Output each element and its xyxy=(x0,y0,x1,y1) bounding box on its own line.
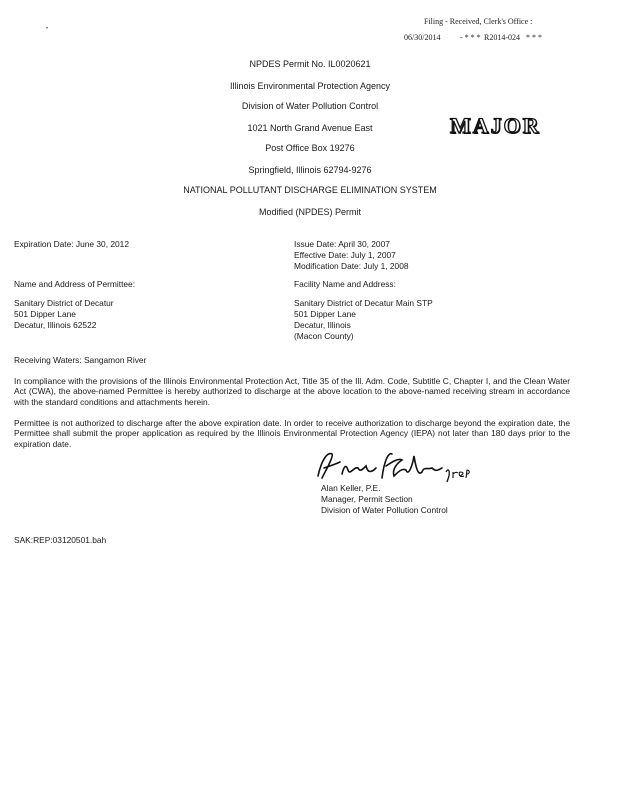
facility-city: Decatur, Illinois xyxy=(294,320,351,330)
facility-street: 501 Dipper Lane xyxy=(294,309,356,319)
receiving-waters: Receiving Waters: Sangamon River xyxy=(14,355,147,365)
permittee-heading: Name and Address of Permittee: xyxy=(14,279,136,289)
filing-stamp-line: Filing - Received, Clerk's Office : xyxy=(424,17,533,26)
street-address: 1021 North Grand Avenue East xyxy=(247,123,373,133)
division-name: Division of Water Pollution Control xyxy=(241,101,379,111)
reference-code: SAK:REP:03120501.bah xyxy=(14,535,107,545)
agency-name: Illinois Environmental Protection Agency xyxy=(229,81,391,91)
city-state-zip: Springfield, Illinois 62794-9276 xyxy=(248,165,372,175)
po-box: Post Office Box 19276 xyxy=(265,143,355,153)
facility-name: Sanitary District of Decatur Main STP xyxy=(294,298,433,308)
expiration-paragraph: Permittee is not authorized to discharge after the above expiration date. In order to receive authorization to discharge beyond the expiration date, the Permittee shall submit the proper application as required by the Illinois Environmental Protection Agency (IEPA) not later than 180 days prior to the expiration date. xyxy=(14,418,570,449)
expiration-date: Expiration Date: June 30, 2012 xyxy=(14,239,130,249)
docket-number: R2014-024 xyxy=(484,33,520,42)
signer-name: Alan Keller, P.E. xyxy=(321,483,381,493)
major-stamp: MAJOR xyxy=(450,113,541,138)
filing-marks: - * * * xyxy=(460,33,481,42)
signer-title: Manager, Permit Section xyxy=(321,494,413,504)
signer-division: Division of Water Pollution Control xyxy=(321,505,448,515)
system-title: NATIONAL POLLUTANT DISCHARGE ELIMINATION SYSTEM xyxy=(183,185,437,195)
permittee-name: Sanitary District of Decatur xyxy=(14,298,114,308)
permittee-city: Decatur, Illinois 62522 xyxy=(14,320,97,330)
permit-type: Modified (NPDES) Permit xyxy=(258,207,362,217)
signature-image xyxy=(312,448,472,484)
issue-date: Issue Date: April 30, 2007 xyxy=(294,239,390,249)
modification-date: Modification Date: July 1, 2008 xyxy=(294,261,409,271)
filing-stars: * * * xyxy=(526,33,542,42)
filing-date: 06/30/2014 xyxy=(404,33,441,42)
permit-number: NPDES Permit No. IL0020621 xyxy=(249,59,371,69)
effective-date: Effective Date: July 1, 2007 xyxy=(294,250,396,260)
compliance-paragraph: In compliance with the provisions of the Illinois Environmental Protection Act, Title 35 of the Ill. Adm. Code, Subtitle C, Chapter I, and the Clean Water Act (CWA), the above-named Permittee is hereby authorized to discharge at the above location to the above-named receiving stream in accordance with the standard conditions and attachments herein. xyxy=(14,376,570,407)
facility-heading: Facility Name and Address: xyxy=(294,279,396,289)
facility-county: (Macon County) xyxy=(294,331,354,341)
permittee-street: 501 Dipper Lane xyxy=(14,309,76,319)
speck-mark: • xyxy=(46,26,49,32)
